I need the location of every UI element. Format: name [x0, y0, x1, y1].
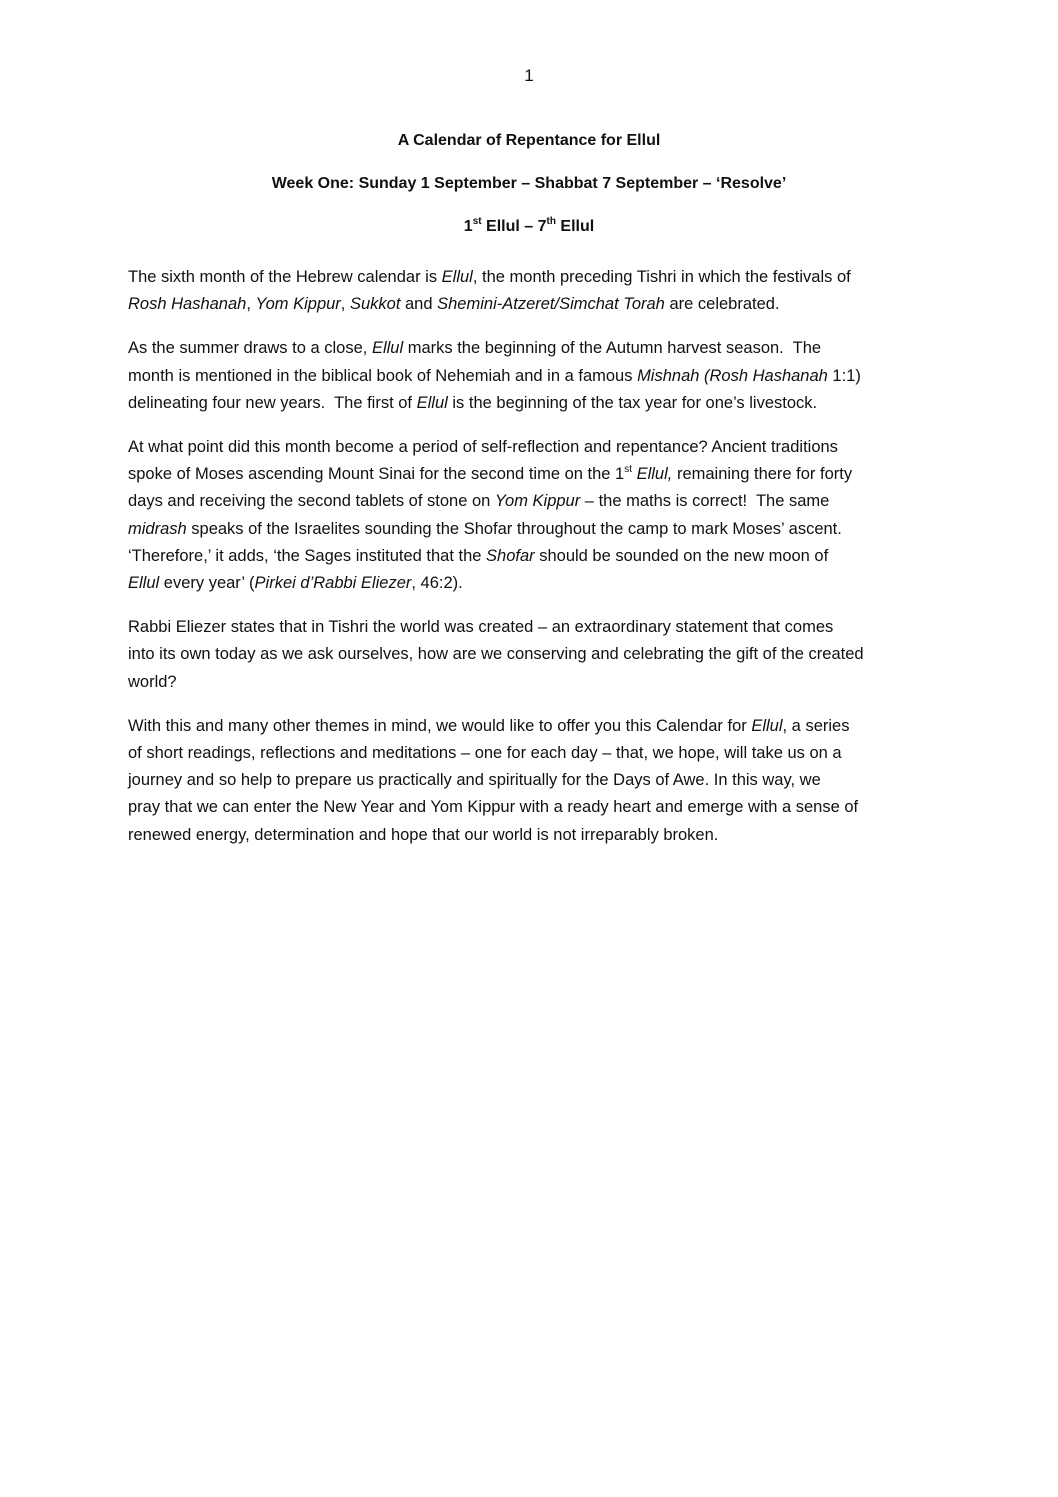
week-heading: Week One: Sunday 1 September – Shabbat 7 September – ‘Resolve’ — [271, 175, 787, 192]
date-end-number: 7 — [537, 218, 547, 235]
text-line — [128, 264, 933, 291]
text-run: , the month preceding Tishri in which the festivals of — [472, 268, 851, 286]
text-run: delineating four new years. The first of — [128, 393, 417, 412]
paragraph-season — [128, 335, 933, 417]
text-run: days and receiving the second tablets of stone on — [128, 492, 495, 511]
text-run: – the maths is correct! The same — [580, 492, 830, 511]
text-run: As the summer draws to a close, — [128, 339, 372, 358]
text-run: speaks of the Israelites sounding the Shofar throughout the camp to mark Moses’ ascent. — [186, 519, 842, 538]
text-line — [128, 363, 933, 390]
text-line: journey and so help to prepare us practically and spiritually for the Days of Awe. In this way, we — [128, 771, 821, 790]
date-start-number: 1 — [463, 218, 473, 235]
text-line — [128, 291, 933, 318]
italic-term: Ellul — [416, 393, 448, 412]
text-run: spoke of Moses ascending Mount Sinai for the second time on the 1 — [128, 465, 625, 484]
text-line — [128, 516, 933, 543]
text-line — [128, 713, 933, 740]
date-range-heading — [128, 216, 930, 259]
text-line — [128, 488, 933, 515]
italic-term: Shemini-Atzeret/Simchat Torah — [437, 295, 665, 314]
text-run: , — [246, 295, 256, 314]
document-title: A Calendar of Repentance for Ellul — [397, 132, 661, 149]
text-line: Rabbi Eliezer states that in Tishri the world was created – an extraordinary statement that comes — [128, 618, 834, 637]
italic-term: Ellul — [128, 574, 160, 593]
text-run: should be sounded on the new moon of — [534, 546, 829, 565]
ordinal-suffix: st — [624, 463, 632, 475]
text-line: world? — [128, 672, 177, 691]
italic-term: Ellul, — [636, 465, 673, 484]
text-line — [128, 390, 933, 417]
text-run: marks the beginning of the Autumn harvest season. The — [403, 339, 822, 358]
text-line — [128, 461, 933, 488]
date-end-suffix: th — [546, 215, 556, 227]
italic-term: Sukkot — [349, 295, 401, 314]
paragraph-creation — [128, 614, 933, 696]
italic-term: Pirkei d’Rabbi Eliezer — [254, 574, 412, 593]
text-run: is the beginning of the tax year for one’s livestock. — [447, 393, 818, 412]
text-run: With this and many other themes in mind, we would like to offer you this Calendar for — [128, 716, 752, 735]
italic-term: Ellul — [371, 339, 404, 358]
paragraph-repentance — [128, 434, 933, 597]
text-run: and — [400, 295, 438, 314]
text-run: , a series — [782, 716, 850, 735]
text-line: renewed energy, determination and hope that our world is not irreparably broken. — [128, 825, 719, 844]
text-line: At what point did this month become a period of self-reflection and repentance? Ancient traditions — [128, 438, 838, 457]
text-run: 1:1) — [827, 366, 861, 385]
italic-term: Shofar — [486, 546, 535, 565]
heading-block — [128, 130, 930, 259]
text-run: The sixth month of the Hebrew calendar is — [128, 268, 442, 286]
italic-term: Ellul — [441, 268, 473, 286]
text-line — [128, 335, 933, 362]
text-run: remaining there for forty — [672, 465, 853, 484]
text-line: into its own today as we ask ourselves, how are we conserving and celebrating the gift of the created — [128, 645, 864, 664]
paragraph-offering — [128, 713, 933, 849]
text-run: ‘Therefore,’ it adds, ‘the Sages instituted that the — [128, 546, 487, 565]
body-text — [128, 264, 933, 866]
text-line — [128, 543, 933, 570]
paragraph-intro — [128, 264, 933, 318]
text-run: , 46:2). — [411, 574, 463, 593]
text-line — [128, 570, 933, 597]
italic-term: Ellul — [751, 716, 783, 735]
text-run: month is mentioned in the biblical book of Nehemiah and in a famous — [128, 366, 638, 385]
italic-term: midrash — [128, 519, 187, 538]
italic-term: Yom Kippur — [494, 492, 581, 511]
italic-term: Yom Kippur — [255, 295, 341, 314]
page-number: 1 — [524, 66, 534, 85]
text-run: every year’ ( — [159, 574, 255, 593]
date-start-suffix: st — [472, 215, 482, 227]
text-run: , — [340, 295, 350, 314]
italic-term: Rosh Hashanah — [128, 295, 247, 314]
text-line: of short readings, reflections and meditations – one for each day – that, we hope, will take us on a — [128, 744, 842, 763]
text-run: are celebrated. — [664, 295, 780, 314]
italic-term: Mishnah (Rosh Hashanah — [637, 366, 828, 385]
text-line: pray that we can enter the New Year and Yom Kippur with a ready heart and emerge with a sense of — [128, 798, 859, 817]
date-end-month: Ellul — [555, 218, 595, 235]
date-start-month: Ellul – — [481, 218, 538, 235]
